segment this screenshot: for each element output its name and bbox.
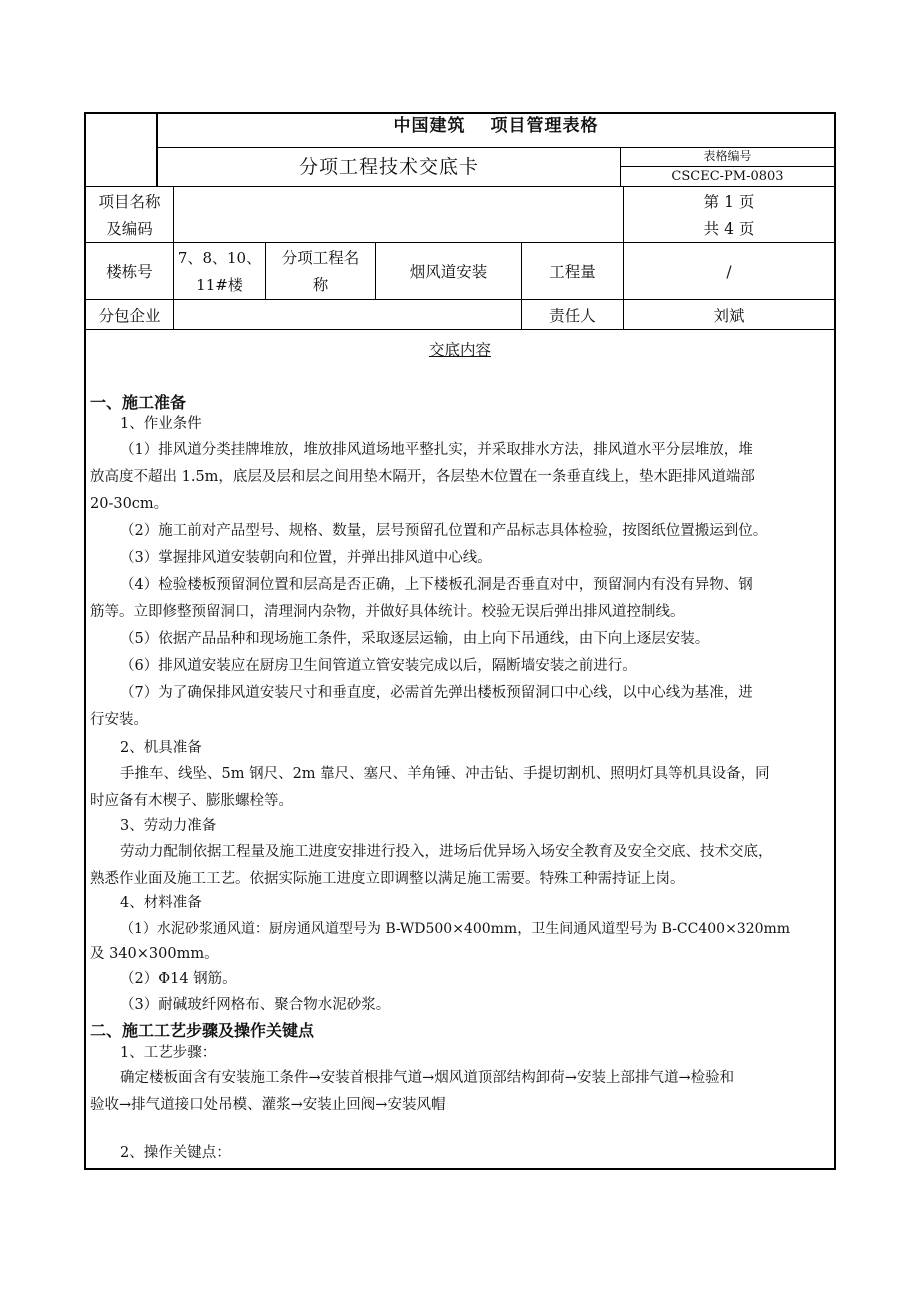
paragraph-7-line-2: 行安装。: [90, 712, 148, 728]
responsible-value: 刘斌: [713, 307, 745, 325]
steps-line-1: 确定楼板面含有安装施工条件→安装首根排气道→烟风道顶部结构卸荷→安装上部排气道→检验和: [120, 1070, 735, 1086]
page-total: 共 4 页: [703, 220, 755, 238]
company-form-line: 中国建筑 项目管理表格: [393, 116, 599, 136]
tools-line-2: 时应备有木楔子、膨胀螺栓等。: [90, 793, 293, 809]
subsection-key-points: 2、操作关键点：: [120, 1145, 231, 1161]
building-label: 楼栋号: [106, 263, 153, 281]
subitem-label-2: 称: [312, 276, 329, 294]
subcontractor-label: 分包企业: [98, 307, 161, 325]
materials-1-line-2: 及 340×300mm。: [90, 946, 219, 962]
labor-line-2: 熟悉作业面及施工工艺。依据实际施工进度立即调整以满足施工需要。特殊工种需持证上岗。: [90, 871, 685, 887]
quantity-label: 工程量: [549, 263, 596, 281]
section-1-heading: 一、施工准备: [90, 393, 187, 412]
subsection-labor: 3、劳动力准备: [120, 818, 217, 834]
subsection-work-conditions: 1、作业条件: [120, 416, 202, 432]
form-number: CSCEC-PM-0803: [671, 169, 784, 184]
subsection-materials: 4、材料准备: [120, 895, 202, 911]
form-title: 分项工程技术交底卡: [298, 156, 479, 178]
steps-line-2: 验收→排气道接口处吊模、灌浆→安装止回阀→安装风帽: [90, 1097, 446, 1113]
paragraph-5: （5）依据产品品种和现场施工条件，采取逐层运输，由上向下吊通线，由下向上逐层安装。: [120, 631, 710, 647]
paragraph-4-line-2: 筋等。立即修整预留洞口，清理洞内杂物，并做好具体统计。校验无误后弹出排风道控制线。: [90, 604, 685, 620]
materials-3: （3）耐碱玻纤网格布、聚合物水泥砂浆。: [120, 997, 391, 1013]
paragraph-2: （2）施工前对产品型号、规格、数量，层号预留孔位置和产品标志具体检验，按图纸位置搬运到位。: [120, 523, 768, 539]
paragraph-1-line-3: 20-30cm。: [90, 496, 169, 512]
materials-1-line-1: （1）水泥砂浆通风道：厨房通风道型号为 B-WD500×400mm，卫生间通风道型号为 B-CC400×320mm: [120, 921, 791, 937]
tools-line-1: 手推车、线坠、5m 钢尺、2m 靠尺、塞尺、羊角锤、冲击钻、手提切割机、照明灯具等机具设备，同: [120, 766, 770, 782]
project-label: 项目名称: [98, 193, 161, 211]
building-value: 7、8、10、: [177, 249, 262, 267]
paragraph-6: （6）排风道安装应在厨房卫生间管道立管安装完成以后，隔断墙安装之前进行。: [120, 658, 637, 674]
page-number: 第 1 页: [703, 193, 755, 211]
materials-2: （2）Φ14 钢筋。: [120, 971, 237, 987]
subsection-tools: 2、机具准备: [120, 740, 202, 756]
building-value-2: 11#楼: [196, 276, 243, 294]
content-heading: 交底内容: [428, 341, 491, 359]
paragraph-4-line-1: （4）检验楼板预留洞位置和层高是否正确，上下楼板孔洞是否垂直对中，预留洞内有没有异物、钢: [120, 577, 753, 593]
labor-line-1: 劳动力配制依据工程量及施工进度安排进行投入，进场后优异场入场安全教育及安全交底、技术交底，: [120, 844, 773, 860]
project-label-2: 及编码: [106, 220, 153, 238]
subsection-process-steps: 1、工艺步骤：: [120, 1045, 217, 1061]
form-number-label: 表格编号: [703, 149, 752, 163]
subitem-label: 分项工程名: [281, 249, 360, 267]
paragraph-1-line-2: 放高度不超出 1.5m，底层及层和层之间用垫木隔开，各层垫木位置在一条垂直线上，垫木距排风道端部: [90, 469, 755, 485]
subitem-value: 烟风道安装: [409, 263, 488, 281]
quantity-value: /: [726, 263, 732, 281]
section-2-heading: 二、施工工艺步骤及操作关键点: [90, 1021, 315, 1040]
responsible-label: 责任人: [549, 307, 596, 325]
paragraph-1-line-1: （1）排风道分类挂牌堆放，堆放排风道场地平整扎实，并采取排水方法，排风道水平分层堆放，堆: [120, 442, 753, 458]
paragraph-3: （3）掌握排风道安装朝向和位置，并弹出排风道中心线。: [120, 550, 492, 566]
paragraph-7-line-1: （7）为了确保排风道安装尺寸和垂直度，必需首先弹出楼板预留洞口中心线，以中心线为基准，进: [120, 685, 753, 701]
